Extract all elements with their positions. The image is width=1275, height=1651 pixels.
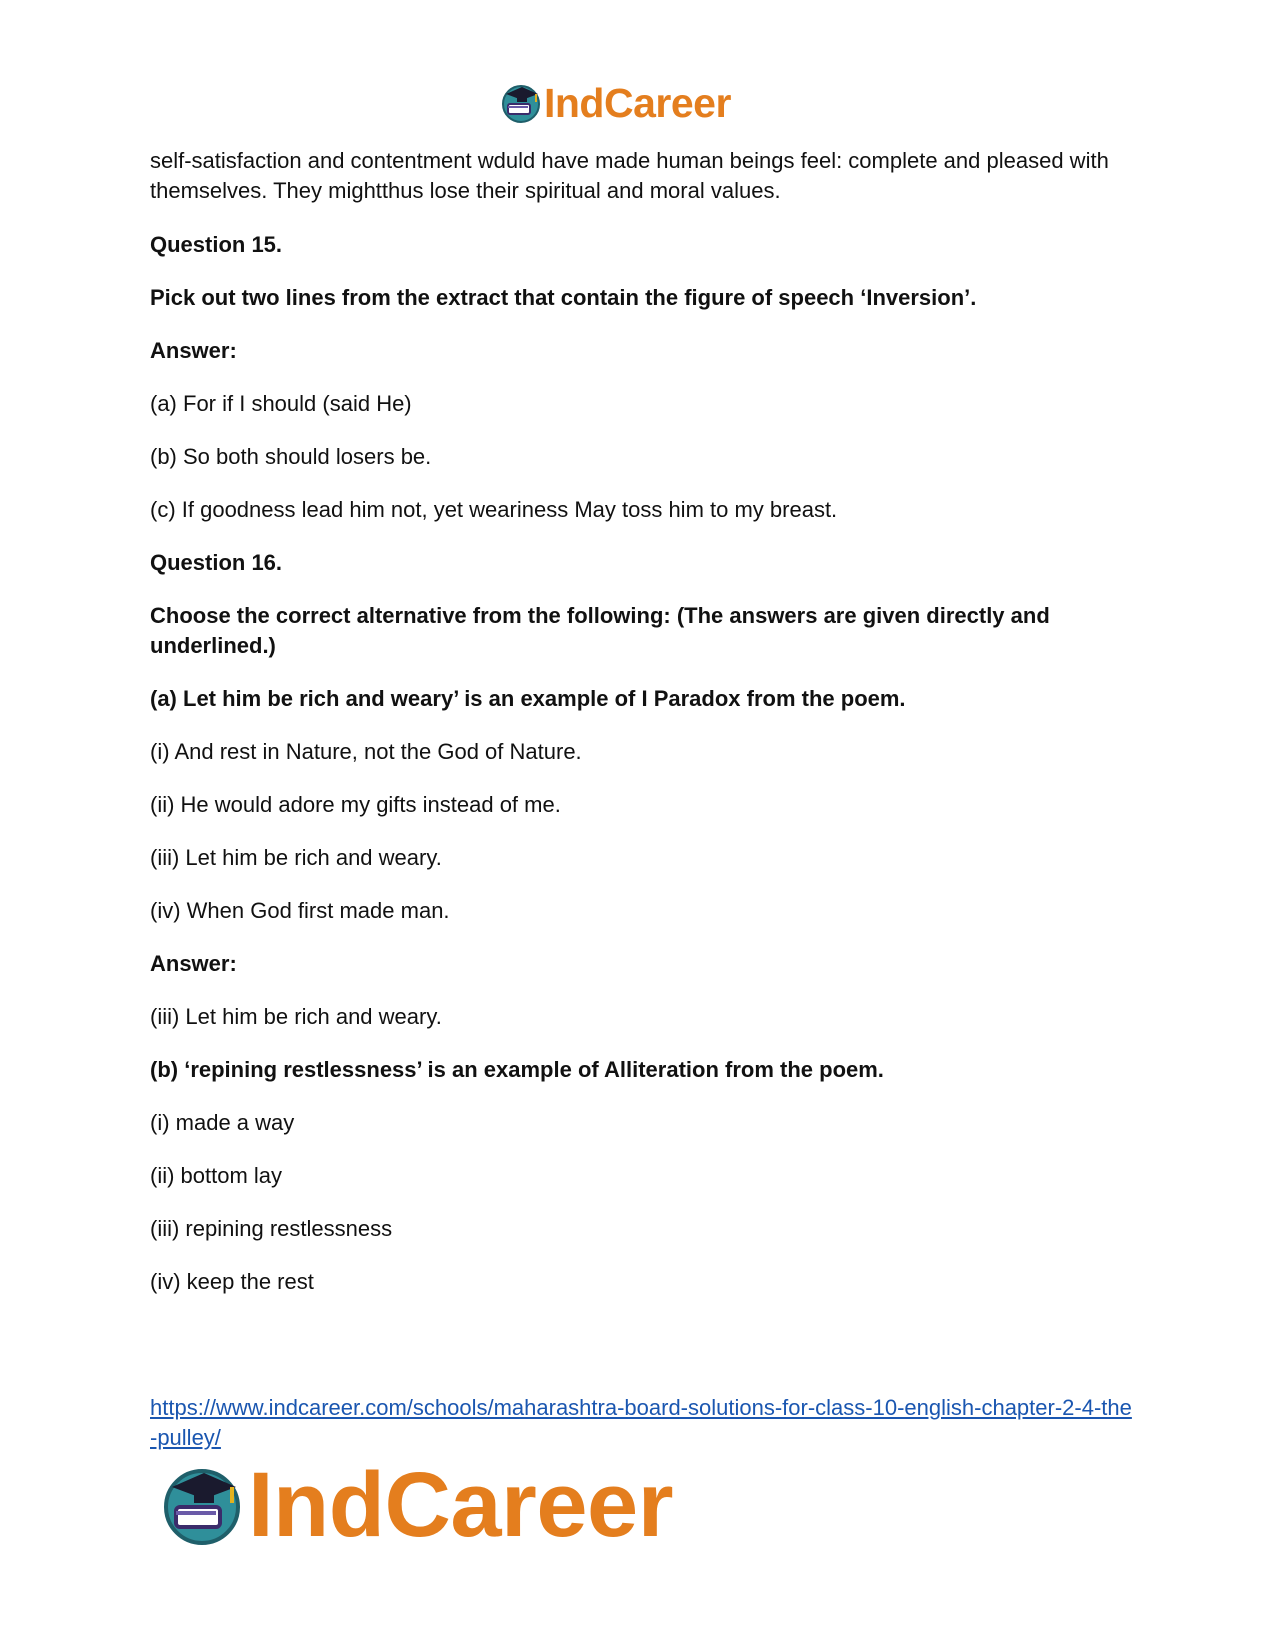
option-item: (iv) keep the rest [150, 1269, 314, 1294]
answer-item: (c) If goodness lead him not, yet weariness May toss him to my breast. [150, 497, 838, 522]
option-item: (ii) bottom lay [150, 1163, 283, 1188]
document-body [150, 146, 1135, 1297]
option-item: (iv) When God first made man. [150, 898, 450, 923]
option-item: (i) And rest in Nature, not the God of Nature. [150, 739, 582, 764]
question-heading: Question 16. [150, 550, 283, 575]
question-prompt: Pick out two lines from the extract that contain the figure of speech ‘Inversion’. [150, 285, 977, 310]
option-item: (iii) Let him be rich and weary. [150, 845, 442, 870]
question-heading: Question 15. [150, 232, 283, 257]
answer-item: (iii) Let him be rich and weary. [150, 1004, 442, 1029]
graduation-cap-book-globe-icon [500, 82, 542, 124]
sub-question: (a) Let him be rich and weary’ is an example of I Paradox from the poem. [150, 686, 906, 711]
source-link-block [150, 1393, 1135, 1453]
header-logo [500, 80, 731, 126]
answer-label: Answer: [150, 338, 237, 363]
graduation-cap-book-globe-icon [160, 1463, 244, 1547]
option-item: (iii) repining restlessness [150, 1216, 393, 1241]
option-item: (ii) He would adore my gifts instead of me. [150, 792, 561, 817]
answer-item: (a) For if I should (said He) [150, 391, 412, 416]
option-item: (i) made a way [150, 1110, 295, 1135]
source-link[interactable]: https://www.indcareer.com/schools/maharashtra-board-solutions-for-class-10-english-chapter-2-4-the-pulley/ [150, 1395, 1132, 1450]
brand-name: IndCareer [248, 1453, 673, 1556]
paragraph: self-satisfaction and contentment wduld have made human beings feel: complete and pleased with themselves. They mightthus lose their spiritual and moral values. [150, 148, 1109, 203]
question-prompt: Choose the correct alternative from the following: (The answers are given directly and underlined.) [150, 603, 1050, 658]
answer-label: Answer: [150, 951, 237, 976]
brand-name: IndCareer [544, 79, 731, 126]
footer-logo [160, 1453, 673, 1556]
sub-question: (b) ‘repining restlessness’ is an example of Alliteration from the poem. [150, 1057, 884, 1082]
answer-item: (b) So both should losers be. [150, 444, 432, 469]
